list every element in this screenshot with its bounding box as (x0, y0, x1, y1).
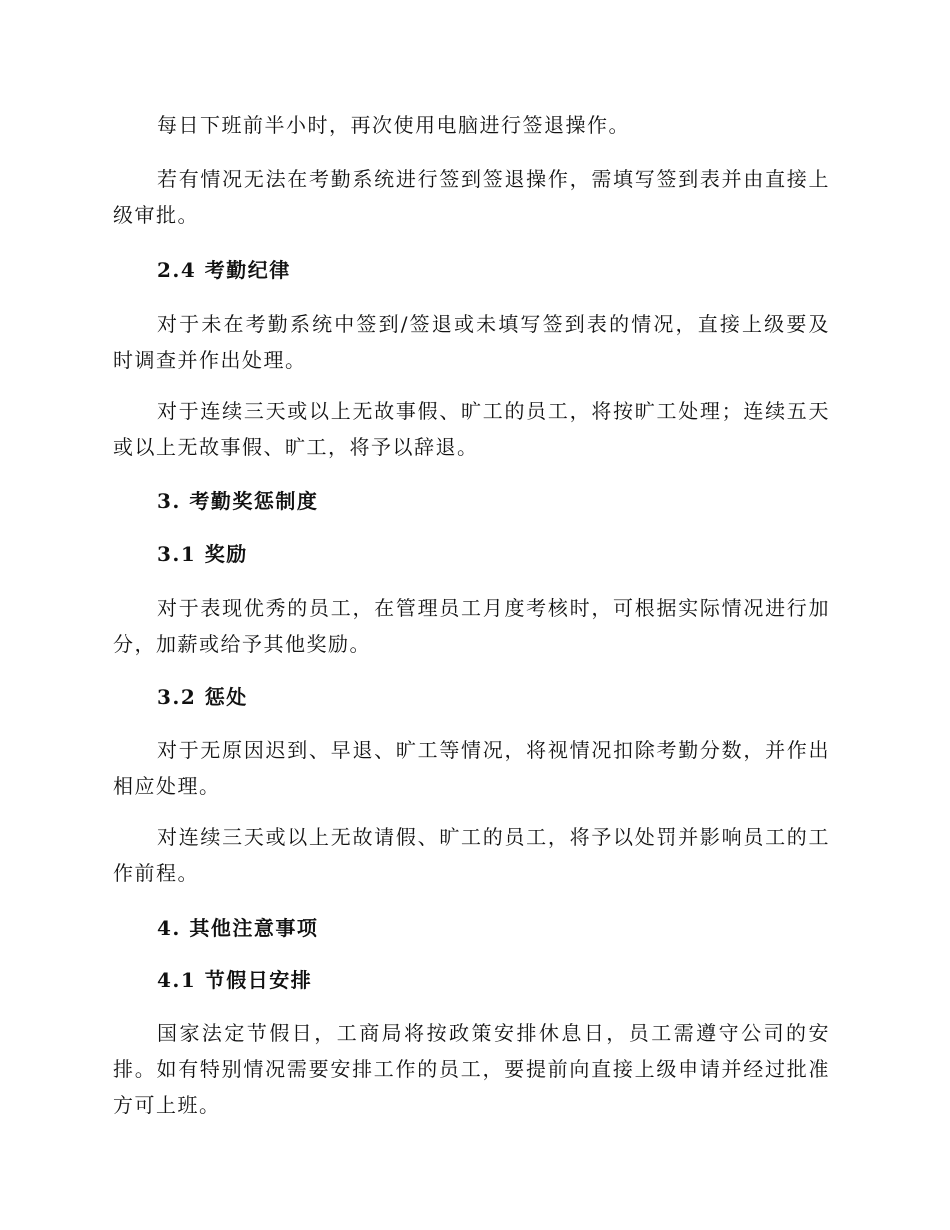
paragraph-signin-exception: 若有情况无法在考勤系统进行签到签退操作，需填写签到表并由直接上级审批。 (113, 167, 830, 227)
paragraph-signout: 每日下班前半小时，再次使用电脑进行签退操作。 (157, 113, 630, 137)
heading-3: 3. 考勤奖惩制度 (157, 489, 319, 513)
heading-2-4: 2.4 考勤纪律 (157, 258, 291, 282)
heading-3-2: 3.2 惩处 (157, 685, 248, 709)
paragraph-discipline-1: 对于未在考勤系统中签到/签退或未填写签到表的情况，直接上级要及时调查并作出处理。 (113, 312, 830, 372)
paragraph-penalty-1: 对于无原因迟到、早退、旷工等情况，将视情况扣除考勤分数，并作出相应处理。 (113, 738, 830, 798)
heading-4-1: 4.1 节假日安排 (157, 968, 313, 992)
paragraph-discipline-2: 对于连续三天或以上无故事假、旷工的员工，将按旷工处理；连续五天或以上无故事假、旷工，将予以辞退。 (113, 399, 830, 459)
heading-3-1: 3.1 奖励 (157, 542, 248, 566)
heading-4: 4. 其他注意事项 (157, 916, 319, 940)
paragraph-penalty-2: 对连续三天或以上无故请假、旷工的员工，将予以处罚并影响员工的工作前程。 (113, 825, 830, 885)
paragraph-reward: 对于表现优秀的员工，在管理员工月度考核时，可根据实际情况进行加分，加薪或给予其他奖励。 (113, 596, 830, 656)
paragraph-holiday: 国家法定节假日，工商局将按政策安排休息日，员工需遵守公司的安排。如有特别情况需要安排工作的员工，要提前向直接上级申请并经过批准方可上班。 (113, 1021, 830, 1117)
